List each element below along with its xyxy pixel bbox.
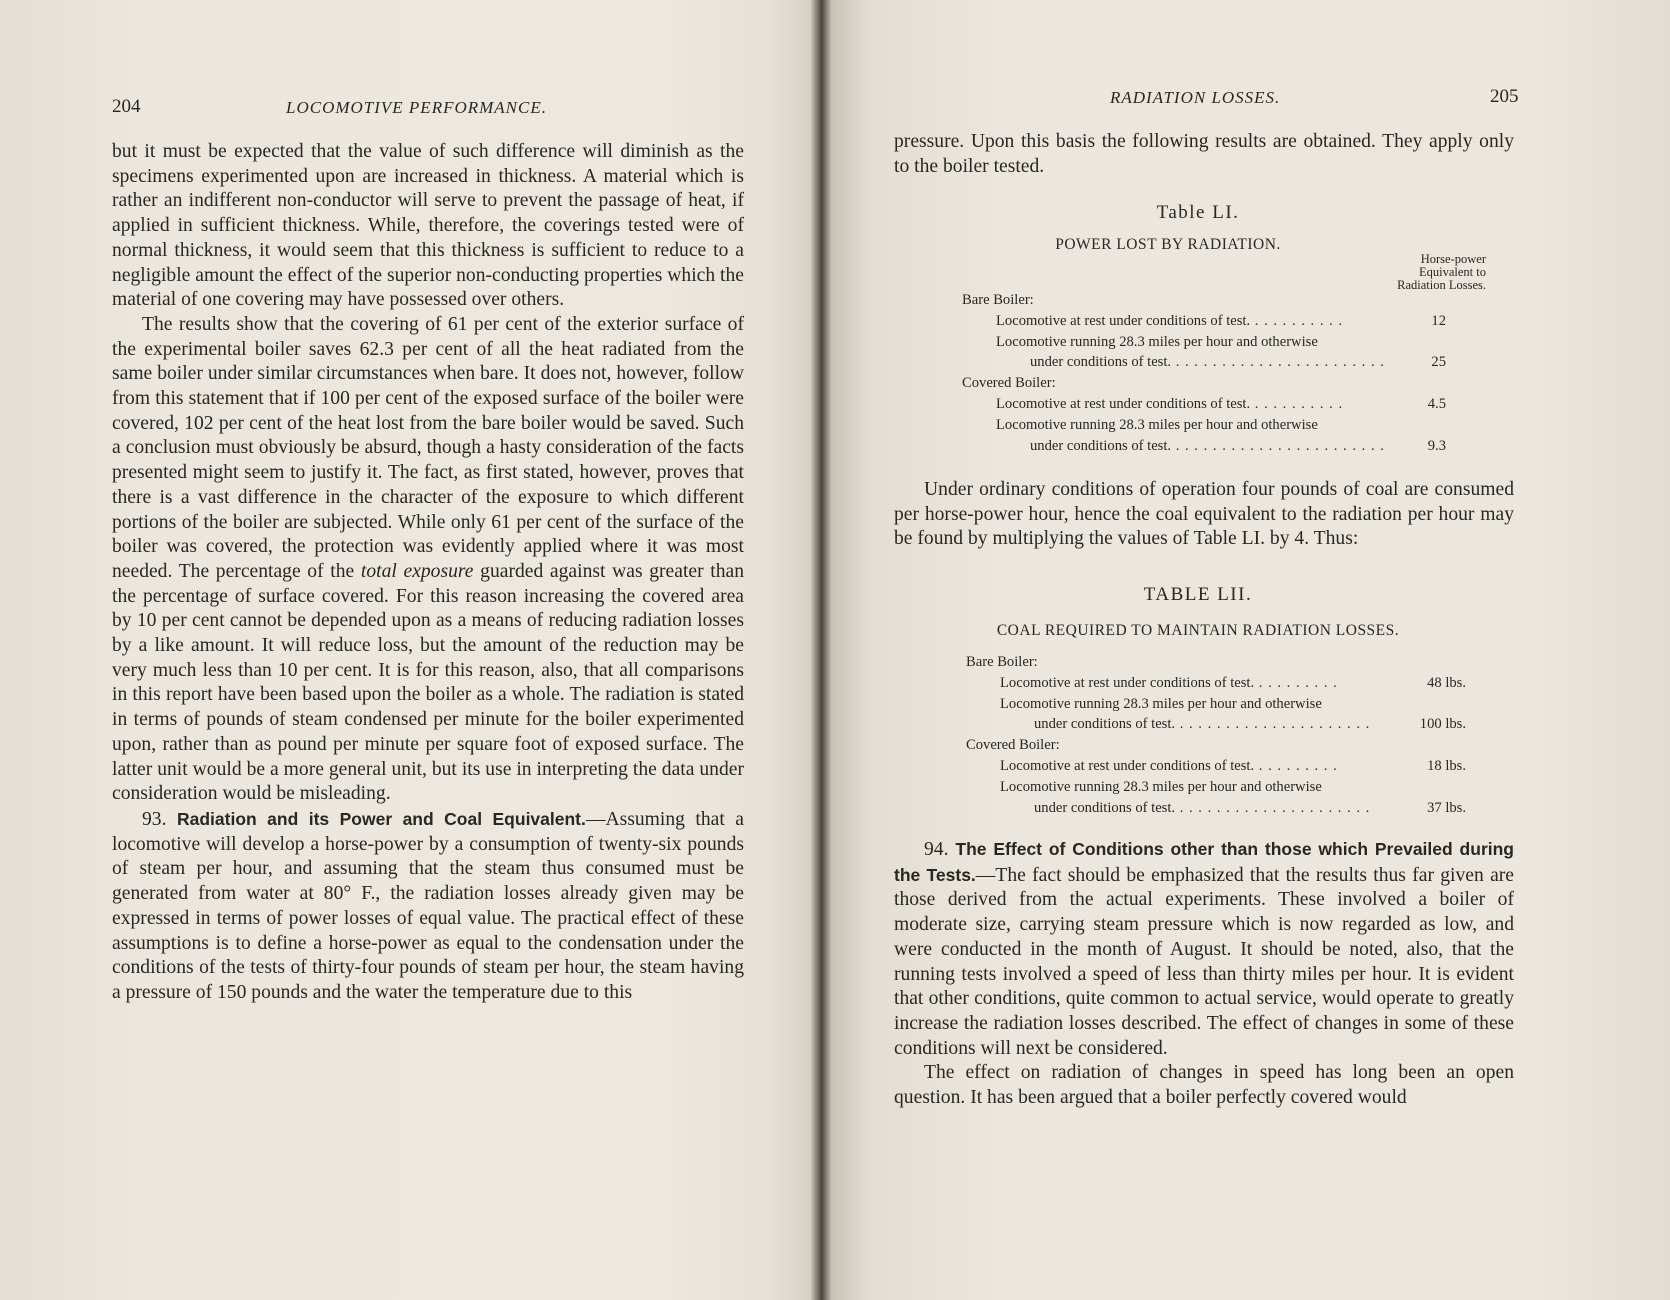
table-row: under conditions of test. . . . . . . . . . . . . . . . . . . . . . 100 lbs. — [966, 714, 1466, 735]
right-bottom-text — [894, 837, 1514, 1111]
section-title: The Effect of Conditions other than those which Prevailed during the Tests. — [894, 839, 1514, 885]
paragraph: The effect on radiation of changes in speed has long been an open question. It has been argued that a boiler perfectly covered would — [894, 1062, 1514, 1109]
table-row: Locomotive at rest under conditions of test. . . . . . . . . . . 12 — [962, 311, 1446, 332]
section-text: —The fact should be emphasized that the results thus far given are those derived from the actual experiments. These involved a boiler of moderate size, carrying steam pressure which is now regarded as low, and were conducted in the month of August. It should be noted, also, that the running tests involved a speed of less than thirty miles per hour. It is evident that other conditions, quite common to actual service, would operate to greatly increase the radiation losses described. The effect of changes in some of these conditions will next be considered. — [894, 864, 1515, 1059]
table-row: Bare Boiler: — [966, 654, 1038, 670]
section-text: —Assuming that a locomotive will develop a horse-power by a consumption of twenty-six pounds of steam per hour, and assuming that the steam thus consumed must be generated from water at 80° F., the radiation losses already given may be expressed in terms of power losses of equal value. The practical effect of these assumptions is to define a horse-power as equal to the condensation under the conditions of the tests of thirty-four pounds of steam per hour, the steam having a pressure of 150 pounds and the water the temperature due to this — [112, 808, 744, 1003]
section-93 — [112, 807, 744, 1006]
page-number: 204 — [112, 96, 141, 117]
page-number: 205 — [1490, 86, 1519, 107]
table-value: 18 lbs. — [1427, 757, 1466, 774]
table-51-subtitle: POWER LOST BY RADIATION. — [1055, 236, 1281, 253]
table-value: 25 — [1431, 354, 1446, 371]
right-page — [838, 0, 1670, 1300]
left-body — [112, 140, 744, 1006]
table-row: Bare Boiler: — [962, 292, 1034, 308]
table-row: Locomotive running 28.3 miles per hour and otherwise — [1000, 778, 1322, 795]
table-value: 48 lbs. — [1427, 674, 1466, 691]
table-52-subtitle: COAL REQUIRED TO MAINTAIN RADIATION LOSSES. — [996, 622, 1400, 639]
table-row: Locomotive running 28.3 miles per hour and otherwise — [996, 333, 1318, 350]
table-row: Locomotive at rest under conditions of test. . . . . . . . . . . 4.5 — [962, 394, 1446, 415]
table-51-column-header: Horse-power Equivalent to Radiation Losses. — [1397, 252, 1486, 292]
table-value: 37 lbs. — [1427, 799, 1466, 816]
table-row: under conditions of test. . . . . . . . . . . . . . . . . . . . . . 37 lbs. — [966, 798, 1466, 819]
running-title: RADIATION LOSSES. — [1110, 88, 1281, 107]
right-mid-text — [894, 478, 1514, 552]
left-page — [0, 0, 820, 1300]
table-52-title: TABLE LII. — [1143, 584, 1253, 605]
section-number: 94. — [924, 839, 949, 860]
table-51-title: Table LI. — [1156, 202, 1240, 223]
table-row: Locomotive at rest under conditions of test. . . . . . . . . . 48 lbs. — [966, 673, 1466, 694]
paragraph: pressure. Upon this basis the following results are obtained. They apply only to the boiler tested. — [894, 131, 1514, 177]
right-top-text — [894, 130, 1514, 179]
table-row: under conditions of test. . . . . . . . . . . . . . . . . . . . . . . . 9.3 — [962, 436, 1446, 457]
running-title: LOCOMOTIVE PERFORMANCE. — [286, 98, 547, 117]
table-51 — [962, 290, 1446, 456]
paragraph: Under ordinary conditions of operation four pounds of coal are consumed per horse-power hour, hence the coal equivalent to the radiation per hour may be found by multiplying the values of Table LI. by 4. Thus: — [894, 479, 1514, 550]
table-row: Covered Boiler: — [962, 375, 1056, 392]
table-row: Locomotive at rest under conditions of test. . . . . . . . . . 18 lbs. — [966, 756, 1466, 777]
table-value: 12 — [1431, 312, 1446, 329]
section-number: 93. — [142, 808, 167, 830]
emphasis: total exposure — [360, 560, 474, 582]
table-row: under conditions of test. . . . . . . . . . . . . . . . . . . . . . . . 25 — [962, 352, 1446, 373]
paragraph: but it must be expected that the value of such difference will diminish as the specimens experimented upon are increased in thickness. A material which is rather an indifferent non-conductor will serve to prevent the passage of heat, if applied in sufficient thickness. While, therefore, the coverings tested were of normal thickness, it would seem that this thickness is sufficient to reduce to a negligible amount the effect of the superior non-conducting properties which the material of one covering may have possessed over others. — [112, 141, 744, 311]
section-94 — [894, 837, 1514, 1061]
table-row: Locomotive running 28.3 miles per hour and otherwise — [1000, 695, 1322, 712]
table-value: 9.3 — [1427, 437, 1446, 454]
paragraph: The results show that the covering of 61 per cent of the exterior surface of the experimental boiler saves 62.3 per cent of all the heat radiated from the same boiler under similar circumstances when bare. It does not, however, follow from this statement that if 100 per cent of the exposed surface of the boiler were covered, 102 per cent of the heat lost from the bare boiler would be saved. Such a conclusion must obviously be absurd, though a hasty consideration of the facts presented might seem to justify it. The fact, as first stated, however, proves that there is a vast difference in the character of the exposure to which different portions of the boiler are subjected. While only 61 per cent of the surface of the boiler was covered, the protection was evidently applied where it was most needed. The percentage of the total exposure guarded against was greater than the percentage of surface covered. For this reason increasing the covered area by 10 per cent cannot be depended upon as a means of reducing radiation losses by a like amount. It will reduce loss, but the amount of the reduction may be very much less than 10 per cent. It is for this reason, also, that all comparisons in this report have been based upon the boiler as a whole. The radiation is stated in terms of pounds of steam condensed per minute for the boiler experimented upon, rather than as pound per minute per square foot of exposed surface. The latter unit would be a more general unit, but its use in interpreting the data under consideration would be misleading. — [112, 313, 745, 805]
table-row: Locomotive running 28.3 miles per hour and otherwise — [996, 416, 1318, 433]
section-title: Radiation and its Power and Coal Equivalent. — [177, 808, 586, 829]
table-value: 100 lbs. — [1419, 716, 1466, 733]
table-row: Covered Boiler: — [966, 737, 1060, 754]
table-52 — [966, 652, 1466, 818]
table-value: 4.5 — [1427, 395, 1446, 412]
